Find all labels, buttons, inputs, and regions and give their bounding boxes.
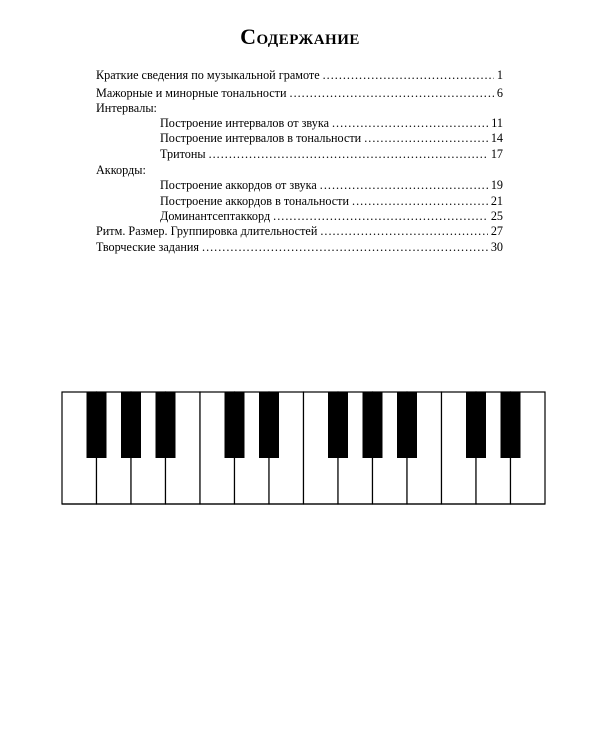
toc-entry-label: Построение аккордов от звука <box>160 178 317 192</box>
black-key <box>225 392 245 458</box>
toc-entry-label: Творческие задания <box>96 240 200 254</box>
page-title: Содержание <box>240 24 360 49</box>
toc-entry-page: 17 <box>490 147 503 161</box>
toc-entry-label: Ритм. Размер. Группировка длительностей <box>96 224 318 238</box>
black-key <box>87 392 107 458</box>
toc-entry-label: Построение интервалов в тональности <box>160 131 362 145</box>
toc-entry-page: 1 <box>496 68 503 82</box>
toc-entry-page: 11 <box>491 116 503 130</box>
toc-entry-label: Мажорные и минорные тональности <box>96 86 287 100</box>
toc-section-intervals: Интервалы: <box>96 101 157 115</box>
toc-entry-label: Краткие сведения по музыкальной грамоте <box>96 68 320 82</box>
toc-entry-page: 30 <box>490 240 503 254</box>
toc-entry-page: 19 <box>490 178 503 192</box>
black-key <box>259 392 279 458</box>
black-key <box>156 392 176 458</box>
toc-section-chords: Аккорды: <box>96 163 146 177</box>
toc-entry-page: 6 <box>496 86 503 100</box>
toc-entry-page: 14 <box>490 131 503 145</box>
black-key <box>501 392 521 458</box>
toc-entry-page: 25 <box>490 209 503 223</box>
black-key <box>328 392 348 458</box>
toc-entry-label: Построение аккордов в тональности <box>160 194 350 208</box>
toc-entry-page: 21 <box>490 194 503 208</box>
toc-entry-label: Построение интервалов от звука <box>160 116 329 130</box>
toc-entry-page: 27 <box>490 224 503 238</box>
toc-entry-label: Доминантсептаккорд <box>160 209 271 223</box>
toc-entry-label: Тритоны <box>160 147 206 161</box>
black-key <box>397 392 417 458</box>
black-key <box>121 392 141 458</box>
black-key <box>466 392 486 458</box>
black-key <box>363 392 383 458</box>
